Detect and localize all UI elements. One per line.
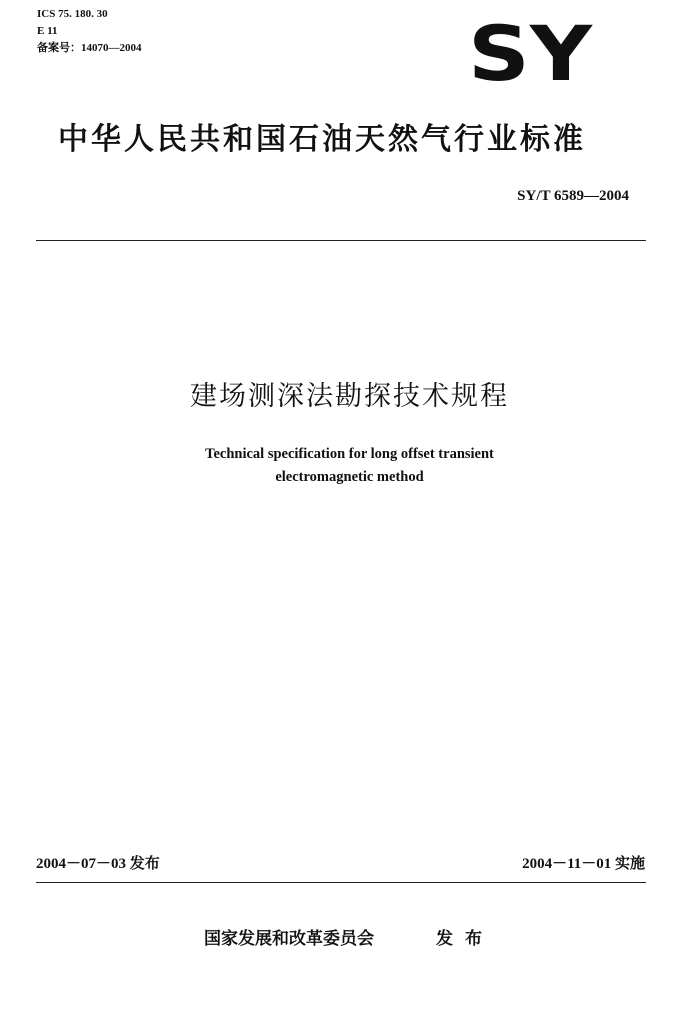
bottom-divider xyxy=(36,882,646,883)
document-metadata xyxy=(37,6,142,57)
english-title-line-1: Technical specification for long offset transient xyxy=(205,446,494,462)
filing-number: 备案号：14070—2004 xyxy=(37,42,142,54)
english-title-line-2: electromagnetic method xyxy=(275,469,424,485)
standard-number: SY/T 6589—2004 xyxy=(517,188,629,204)
publisher-name: 国家发展和改革委员会 xyxy=(204,929,374,949)
chinese-title: 建场测深法勘探技术规程 xyxy=(190,381,509,412)
publish-label: 发布 xyxy=(436,929,494,949)
sy-logo xyxy=(466,22,594,84)
implementation-date: 2004－11－01 实施 xyxy=(522,856,645,872)
sy-logo-graphic xyxy=(466,22,594,84)
top-divider xyxy=(36,240,646,241)
category-code: E 11 xyxy=(37,25,58,37)
sy-logo-text: SY xyxy=(468,22,594,84)
organization-title: 中华人民共和国石油天然气行业标准 xyxy=(58,122,586,157)
ics-code: ICS 75. 180. 30 xyxy=(37,8,108,20)
english-title xyxy=(0,443,699,489)
issue-date: 2004－07－03 发布 xyxy=(36,856,160,872)
